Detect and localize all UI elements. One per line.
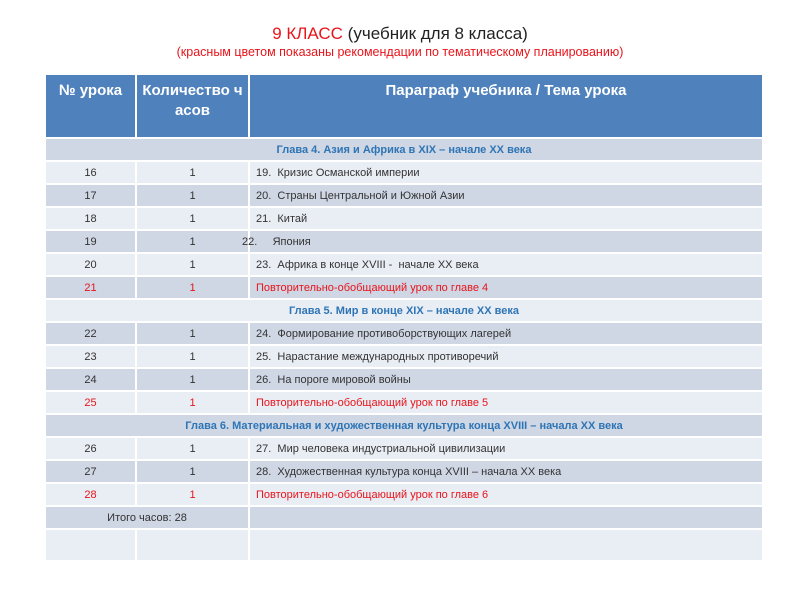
lesson-hours: 1 <box>136 276 249 299</box>
lesson-hours: 1 <box>136 230 249 253</box>
lesson-topic: 25. Нарастание международных противоречий <box>249 345 763 368</box>
lesson-number: 27 <box>45 460 136 483</box>
table-row <box>45 368 763 391</box>
chapter-title: Глава 6. Материальная и художественная культура конца XVIII – начала XX века <box>45 414 763 437</box>
lesson-number: 19 <box>45 230 136 253</box>
lesson-topic: 26. На пороге мировой войны <box>249 368 763 391</box>
title-grade: 9 КЛАСС <box>272 24 343 43</box>
chapter-row <box>45 138 763 161</box>
table-row <box>45 483 763 506</box>
lesson-topic: Повторительно-обобщающий урок по главе 6 <box>249 483 763 506</box>
table-row <box>45 253 763 276</box>
lesson-number: 21 <box>45 276 136 299</box>
table-row <box>45 437 763 460</box>
lesson-topic: 28. Художественная культура конца XVIII – начала XX века <box>249 460 763 483</box>
header-topic: Параграф учебника / Тема урока <box>249 74 763 138</box>
lesson-topic: 21. Китай <box>249 207 763 230</box>
empty-cell <box>136 529 249 561</box>
lesson-hours: 1 <box>136 207 249 230</box>
title-rest: (учебник для 8 класса) <box>342 24 528 43</box>
table-row <box>45 184 763 207</box>
lesson-hours: 1 <box>136 184 249 207</box>
lesson-hours: 1 <box>136 253 249 276</box>
page-subtitle: (красным цветом показаны рекомендации по тематическому планированию) <box>176 45 624 59</box>
lesson-hours: 1 <box>136 460 249 483</box>
table-row <box>45 161 763 184</box>
lesson-plan-table <box>44 73 764 562</box>
lesson-hours: 1 <box>136 368 249 391</box>
lesson-hours: 1 <box>136 345 249 368</box>
lesson-number: 25 <box>45 391 136 414</box>
lesson-topic: Повторительно-обобщающий урок по главе 5 <box>249 391 763 414</box>
lesson-number: 26 <box>45 437 136 460</box>
table-row <box>45 391 763 414</box>
table-header <box>45 74 763 138</box>
lesson-number: 22 <box>45 322 136 345</box>
table-row <box>45 207 763 230</box>
total-row <box>45 506 763 529</box>
lesson-topic: 24. Формирование противоборствующих лагерей <box>249 322 763 345</box>
lesson-number: 23 <box>45 345 136 368</box>
lesson-topic: 27. Мир человека индустриальной цивилизации <box>249 437 763 460</box>
total-empty-cell <box>249 506 763 529</box>
lesson-number: 18 <box>45 207 136 230</box>
lesson-hours: 1 <box>136 161 249 184</box>
empty-cell <box>45 529 136 561</box>
page-title <box>0 24 800 44</box>
chapter-row <box>45 299 763 322</box>
lesson-number: 28 <box>45 483 136 506</box>
lesson-hours: 1 <box>136 322 249 345</box>
table-row <box>45 322 763 345</box>
lesson-number: 16 <box>45 161 136 184</box>
table-row <box>45 460 763 483</box>
empty-cell <box>249 529 763 561</box>
lesson-number: 17 <box>45 184 136 207</box>
empty-row <box>45 529 763 561</box>
lesson-number: 20 <box>45 253 136 276</box>
header-lesson-number: № урока <box>45 74 136 138</box>
lesson-topic: 22. Япония <box>249 230 763 253</box>
table-row <box>45 230 763 253</box>
total-hours: Итого часов: 28 <box>45 506 249 529</box>
table-row <box>45 276 763 299</box>
lesson-hours: 1 <box>136 437 249 460</box>
lesson-topic: Повторительно-обобщающий урок по главе 4 <box>249 276 763 299</box>
lesson-topic: 23. Африка в конце XVIII - начале XX века <box>249 253 763 276</box>
lesson-hours: 1 <box>136 391 249 414</box>
header-hours: Количество часов <box>136 74 249 138</box>
chapter-row <box>45 414 763 437</box>
table-body <box>45 138 763 561</box>
table-row <box>45 345 763 368</box>
lesson-topic: 19. Кризис Османской империи <box>249 161 763 184</box>
chapter-title: Глава 4. Азия и Африка в XIX – начале XX века <box>45 138 763 161</box>
lesson-number: 24 <box>45 368 136 391</box>
lesson-topic: 20. Страны Центральной и Южной Азии <box>249 184 763 207</box>
lesson-hours: 1 <box>136 483 249 506</box>
chapter-title: Глава 5. Мир в конце XIX – начале XX века <box>45 299 763 322</box>
